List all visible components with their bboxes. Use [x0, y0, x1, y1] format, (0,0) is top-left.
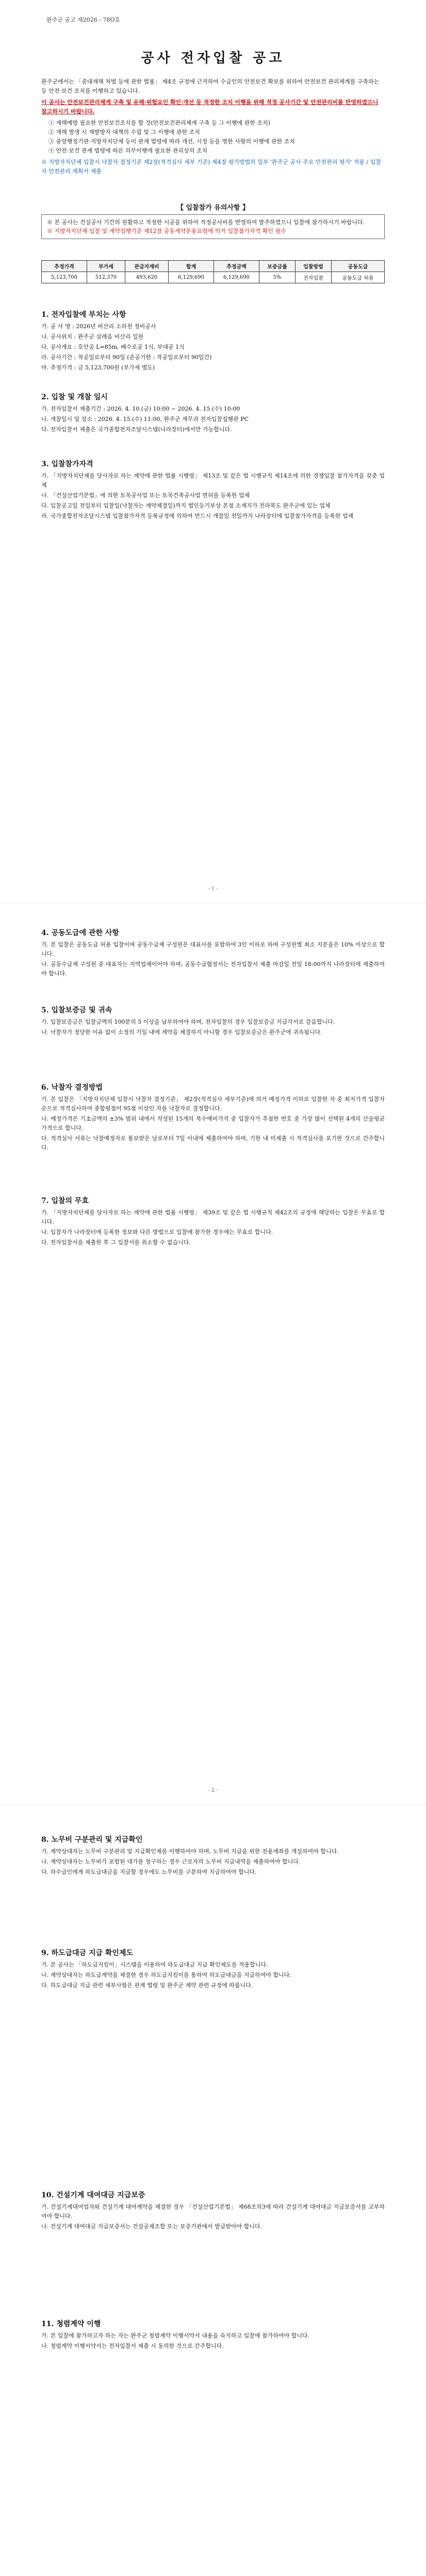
section-body: [41, 1018, 385, 1038]
section-item: 나. 개찰일시 및 장소 : 2026. 4. 15.(수) 11:00, 완주군 재무과 전자입찰집행관 PC: [41, 416, 249, 422]
table-header: 보증금률: [259, 261, 296, 272]
section-item: 다. 전자입찰서를 제출한 후 그 입찰서를 취소할 수 없습니다.: [41, 1239, 191, 1246]
section-item: 가. 본 입찰에 참가하고자 하는 자는 완주군 청렴계약 이행서약서 내용을 숙지하고 입찰에 참가하여야 합니다.: [41, 2332, 309, 2339]
table-row: [42, 272, 385, 283]
section-body: [41, 940, 385, 979]
section-body: [41, 404, 385, 435]
section-item: 나. 「건설산업기본법」에 의한 토목공사업 또는 토목건축공사업 면허를 등록한 업체: [41, 492, 250, 499]
section-item: 가. 전자입찰서 제출기간 : 2026. 4. 10.(금) 10:00 ~ 2026. 4. 15.(수) 10:00: [41, 405, 240, 412]
intro-line-2: 이 공사는 안전보건관리체계 구축 및 유해·위험요인 확인·개선 등 적정한 조치 이행을 위해 적정 공사기간 및 안전관리비를 반영하였으니 참고하시기 바랍니다.: [41, 99, 379, 115]
table-cell: 전자입찰: [295, 272, 331, 283]
notice-box: [41, 204, 385, 239]
document-reference: 완주군 공고 제2026 - 78O호: [46, 16, 121, 23]
section-body: [41, 471, 385, 522]
section-item: 가. 본 입찰은 「지방자치단체 입찰시 낙찰자 결정기준」 제2장(적격심사 세부기준)에 의거 예정가격 이하로 입찰한 자 중 최저가격 입찰자 순으로 적격심사하여 종합평점이 95점 이상인 자를 낙찰자로 결정합니다.: [41, 1096, 385, 1112]
table-header: 부가세: [87, 261, 125, 272]
section-title: 10. 건설기계 대여대금 지급보증: [41, 2191, 145, 2199]
section-item: 라. 공사기간 : 착공일로부터 90일 (준공기한 : 착공일로부터 90일간): [41, 354, 212, 361]
section-body: [41, 1960, 385, 1991]
section-item: 나. 건설기계 대여대금 지급보증서는 건설공제조합 또는 보증기관에서 발급받아야 합니다.: [41, 2223, 263, 2230]
section-item: 가. 「지방자치단체를 당사자로 하는 계약에 관한 법률 시행령」 제13조 및 같은 법 시행규칙 제14조에 의한 경쟁입찰 참가자격을 갖춘 업체: [41, 472, 385, 488]
section-item: 다. 적격심사 서류는 낙찰예정자로 통보받은 날로부터 7일 이내에 제출하여야 하며, 기한 내 미제출 시 적격심사를 포기한 것으로 간주합니다.: [41, 1135, 385, 1151]
table-header: 합계: [169, 261, 214, 272]
section-item: 나. 청렴계약 이행서약서는 전자입찰서 제출 시 동의한 것으로 간주합니다.: [41, 2343, 224, 2349]
section-title: 2. 입찰 및 개찰 일시: [41, 393, 108, 401]
section-item: 나. 입찰자가 나라장터에 등록한 정보와 다른 방법으로 입찰에 참가한 경우에는 무효로 합니다.: [41, 1229, 273, 1235]
section-item: 라. 국가종합전자조달시스템 입찰참가자격 등록규정에 의하여 반드시 개찰일 전일까지 나라장터에 입찰참가자격을 등록한 업체: [41, 513, 354, 519]
section-title: 5. 입찰보증금 및 귀속: [41, 1006, 112, 1014]
section-item: 가. 공 사 명 : 2026년 비산리 소하천 정비공사: [41, 323, 156, 330]
section-body: [41, 2331, 385, 2352]
section-item: 나. 공동수급체 구성원 중 대표자는 지역업체이어야 하며, 공동수급협정서는 전자입찰서 제출 마감일 전일 18:00까지 나라장터에 제출하여야 합니다.: [41, 961, 385, 977]
table-cell: 공동도급 허용: [331, 272, 384, 283]
notice-line: ※ 본 공사는 건설공사 기간의 원활하고 적정한 시공을 위하여 적정공사비를 반영하여 발주하였으니 입찰에 참가하시기 바랍니다.: [47, 219, 365, 226]
section-item: 다. 하수급인에게 하도급대금을 지급할 경우에도 노무비를 구분하여 지급하여야 합니다.: [41, 1869, 257, 1875]
page-number: - 1 -: [208, 886, 218, 892]
section-item: 나. 예정가격은 기초금액의 ±3% 범위 내에서 작성된 15개의 복수예비가격 중 입찰자가 추첨한 번호 중 가장 많이 선택된 4개의 산술평균가격으로 합니다.: [41, 1115, 385, 1131]
section-item: 다. 공사개요 : 호안공 L=85m, 배수로공 1식, 부대공 1식: [41, 344, 185, 350]
summary-table-wrapper: [41, 260, 385, 283]
intro-bullet: ④ 안전·보건 관계 법령에 따른 의무이행에 필요한 관리상의 조치: [48, 147, 208, 154]
section-item: 가. 건설기계대여업자와 건설기계 대여계약을 체결한 경우 「건설산업기본법」 제68조의3에 따라 건설기계 대여대금 지급보증서를 교부하여야 합니다.: [41, 2204, 385, 2219]
summary-table: [41, 260, 385, 283]
section-title: 3. 입찰참가자격: [41, 460, 93, 468]
intro-section: [41, 77, 385, 176]
intro-bullet: ② 재해 발생 시 재발방지 대책의 수립 및 그 이행에 관한 조치: [48, 129, 200, 135]
section-body: [41, 1208, 385, 1248]
section-title: 6. 낙찰자 결정방법: [41, 1083, 103, 1092]
section-item: 가. 「지방자치단체를 당사자로 하는 계약에 관한 법률 시행령」 제39조 및 같은 법 시행규칙 제42조의 규정에 해당하는 입찰은 무효로 합니다.: [41, 1209, 385, 1225]
section-item: 가. 계약상대자는 노무비 구분관리 및 지급확인제를 이행하여야 하며, 노무비 지급을 위한 전용계좌를 개설하여야 합니다.: [41, 1848, 339, 1855]
intro-bullet: ① 재해예방 필요한 안전보건조치를 할 것(안전보건관리체계 구축 등 그 이행에 관한 조치): [48, 120, 270, 126]
section-item: 다. 입찰공고일 전일부터 입찰일(낙찰자는 계약체결일)까지 법인등기부상 본점 소재지가 전라북도 완주군에 있는 업체: [41, 502, 331, 509]
section-body: [41, 1095, 385, 1154]
table-header: 입찰방법: [295, 261, 331, 272]
section-item: 나. 공사위치 : 완주군 삼례읍 비산리 일원: [41, 333, 144, 340]
section-item: 가. 입찰보증금은 입찰금액의 100분의 5 이상을 납부하여야 하며, 전자입찰의 경우 입찰보증금 지급각서로 갈음합니다.: [41, 1019, 335, 1025]
intro-line-1: 완주군에서는 「중대재해 처벌 등에 관한 법률」 제4조 규정에 근거하여 수급인의 안전보건 확보를 위하여 안전보건 관리체계를 구축하는 등 안전·보건 조치를 이행하고 있습니다.: [41, 78, 380, 94]
page-number: - 2 -: [208, 1788, 218, 1793]
section-title: 11. 청렴계약 이행: [41, 2320, 101, 2328]
section-item: 나. 계약상대자는 하도급계약을 체결한 경우 하도급지킴이를 통하여 하도급대금을 지급하여야 합니다.: [41, 1972, 291, 1978]
table-header: 공동도급: [331, 261, 384, 272]
notice-title: 【 입찰참가 유의사항 】: [176, 204, 250, 212]
notice-line: ※ 지방자치단체 입찰 및 계약집행기준 제12장 공동계약운용요령에 의거 입찰참가자격 확인 필수: [47, 228, 286, 234]
table-header: 추정가격: [42, 261, 87, 272]
section-body: [41, 1847, 385, 1878]
section-item: 가. 본 입찰은 공동도급 허용 입찰이며 공동수급체 구성원은 대표사를 포함하여 3인 이하로 하며 구성원별 최소 지분율은 10% 이상으로 합니다.: [41, 941, 385, 957]
page-title: 공사 전자입찰 공고: [141, 50, 285, 66]
table-cell: 493,620: [125, 272, 168, 283]
table-header: 관급자재비: [125, 261, 168, 272]
table-header: 추정금액: [214, 261, 259, 272]
table-cell: 6,129,690: [214, 272, 259, 283]
section-title: 7. 입찰의 무효: [41, 1197, 89, 1205]
section-item: 마. 추정가격 : 금 5,123,700원 (부가세 별도): [41, 364, 155, 371]
section-item: 나. 낙찰자가 정당한 이유 없이 소정의 기일 내에 계약을 체결하지 아니할 경우 입찰보증금은 완주군에 귀속됩니다.: [41, 1029, 322, 1036]
section-item: 나. 계약상대자는 노무비가 포함된 대가를 청구하는 경우 근로자의 노무비 지급내역을 제출하여야 합니다.: [41, 1858, 301, 1865]
intro-bullet: ③ 중앙행정기관·지방자치단체 등이 관계 법령에 따라 개선, 시정 등을 명한 사항의 이행에 관한 조치: [48, 138, 295, 145]
section-body: [41, 2202, 385, 2232]
table-cell: 5,123,700: [42, 272, 87, 283]
section-title: 1. 전자입찰에 부치는 사항: [41, 311, 126, 319]
section-item: 다. 전자입찰서 제출은 국가종합전자조달시스템(나라장터)에서만 가능합니다.: [41, 426, 232, 433]
section-title: 9. 하도급대금 지급 확인제도: [41, 1949, 134, 1957]
table-cell: 512,370: [87, 272, 125, 283]
section-item: 가. 본 공사는 「하도급지킴이」시스템을 이용하여 하도급대금 지급 확인제도를 적용합니다.: [41, 1961, 268, 1968]
section-body: [41, 322, 385, 374]
section-item: 다. 하도급대금 지급 관련 세부사항은 관계 법령 및 완주군 계약 관련 규정에 따릅니다.: [41, 1982, 253, 1989]
table-cell: 6,129,690: [169, 272, 214, 283]
intro-note: ※ 지방자치단체 입찰시 낙찰자 결정기준 제2장(적격심사 세부 기준) 제4절 평가방법의 일부 '완주군 공사 주요 안전관리 평가' 적용 / 입찰자 안전관리 계획서 제출: [41, 159, 381, 175]
section-title: 4. 공동도급에 관한 사항: [41, 929, 119, 937]
section-title: 8. 노무비 구분관리 및 지급확인: [41, 1836, 143, 1844]
table-cell: 5%: [259, 272, 296, 283]
page-divider: [0, 1804, 426, 1805]
